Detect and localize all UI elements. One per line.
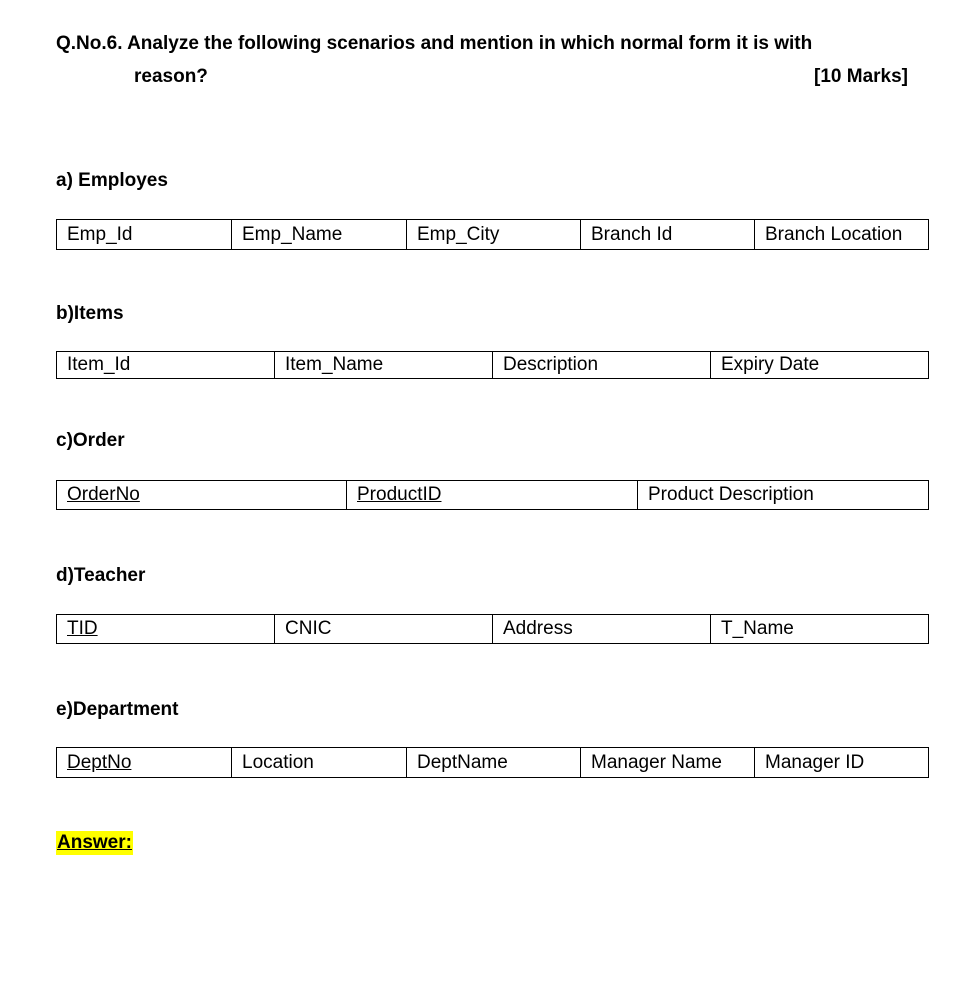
attribute-cell: Manager Name [581,748,755,778]
primary-key-cell: DeptNo [57,748,232,778]
attribute-cell: Branch Location [755,220,929,250]
attribute-cell: Expiry Date [711,352,929,379]
primary-key-cell: OrderNo [57,481,347,510]
relation-table-teacher [56,614,929,644]
attribute-cell: T_Name [711,615,929,644]
attribute-cell: Product Description [638,481,929,510]
attribute-cell: CNIC [275,615,493,644]
attribute-cell: Item_Id [57,352,275,379]
relation-table-order [56,480,929,510]
section-title-department: e)Department [56,699,179,720]
relation-table-department [56,747,929,778]
section-title-teacher: d)Teacher [56,565,146,586]
section-title-items: b)Items [56,303,124,324]
attribute-cell: Item_Name [275,352,493,379]
marks-label: [10 Marks] [814,66,908,87]
answer-label: Answer: [57,832,132,853]
attribute-cell: Emp_Name [232,220,407,250]
table-row [57,220,929,250]
table-row [57,615,929,644]
section-title-order: c)Order [56,430,125,451]
attribute-cell: Location [232,748,407,778]
relation-table-items [56,351,929,379]
table-row [57,748,929,778]
question-title: Q.No.6. Analyze the following scenarios and mention in which normal form it is with [56,33,813,54]
attribute-cell: DeptName [407,748,581,778]
question-title-continuation: reason? [134,66,208,87]
attribute-cell: Branch Id [581,220,755,250]
attribute-cell: Emp_City [407,220,581,250]
section-title-employes: a) Employes [56,170,168,191]
relation-table-employes [56,219,929,250]
primary-key-cell: TID [57,615,275,644]
table-row [57,352,929,379]
attribute-cell: Address [493,615,711,644]
attribute-cell: Description [493,352,711,379]
attribute-cell: Emp_Id [57,220,232,250]
table-row [57,481,929,510]
attribute-cell: Manager ID [755,748,929,778]
primary-key-cell: ProductID [347,481,638,510]
